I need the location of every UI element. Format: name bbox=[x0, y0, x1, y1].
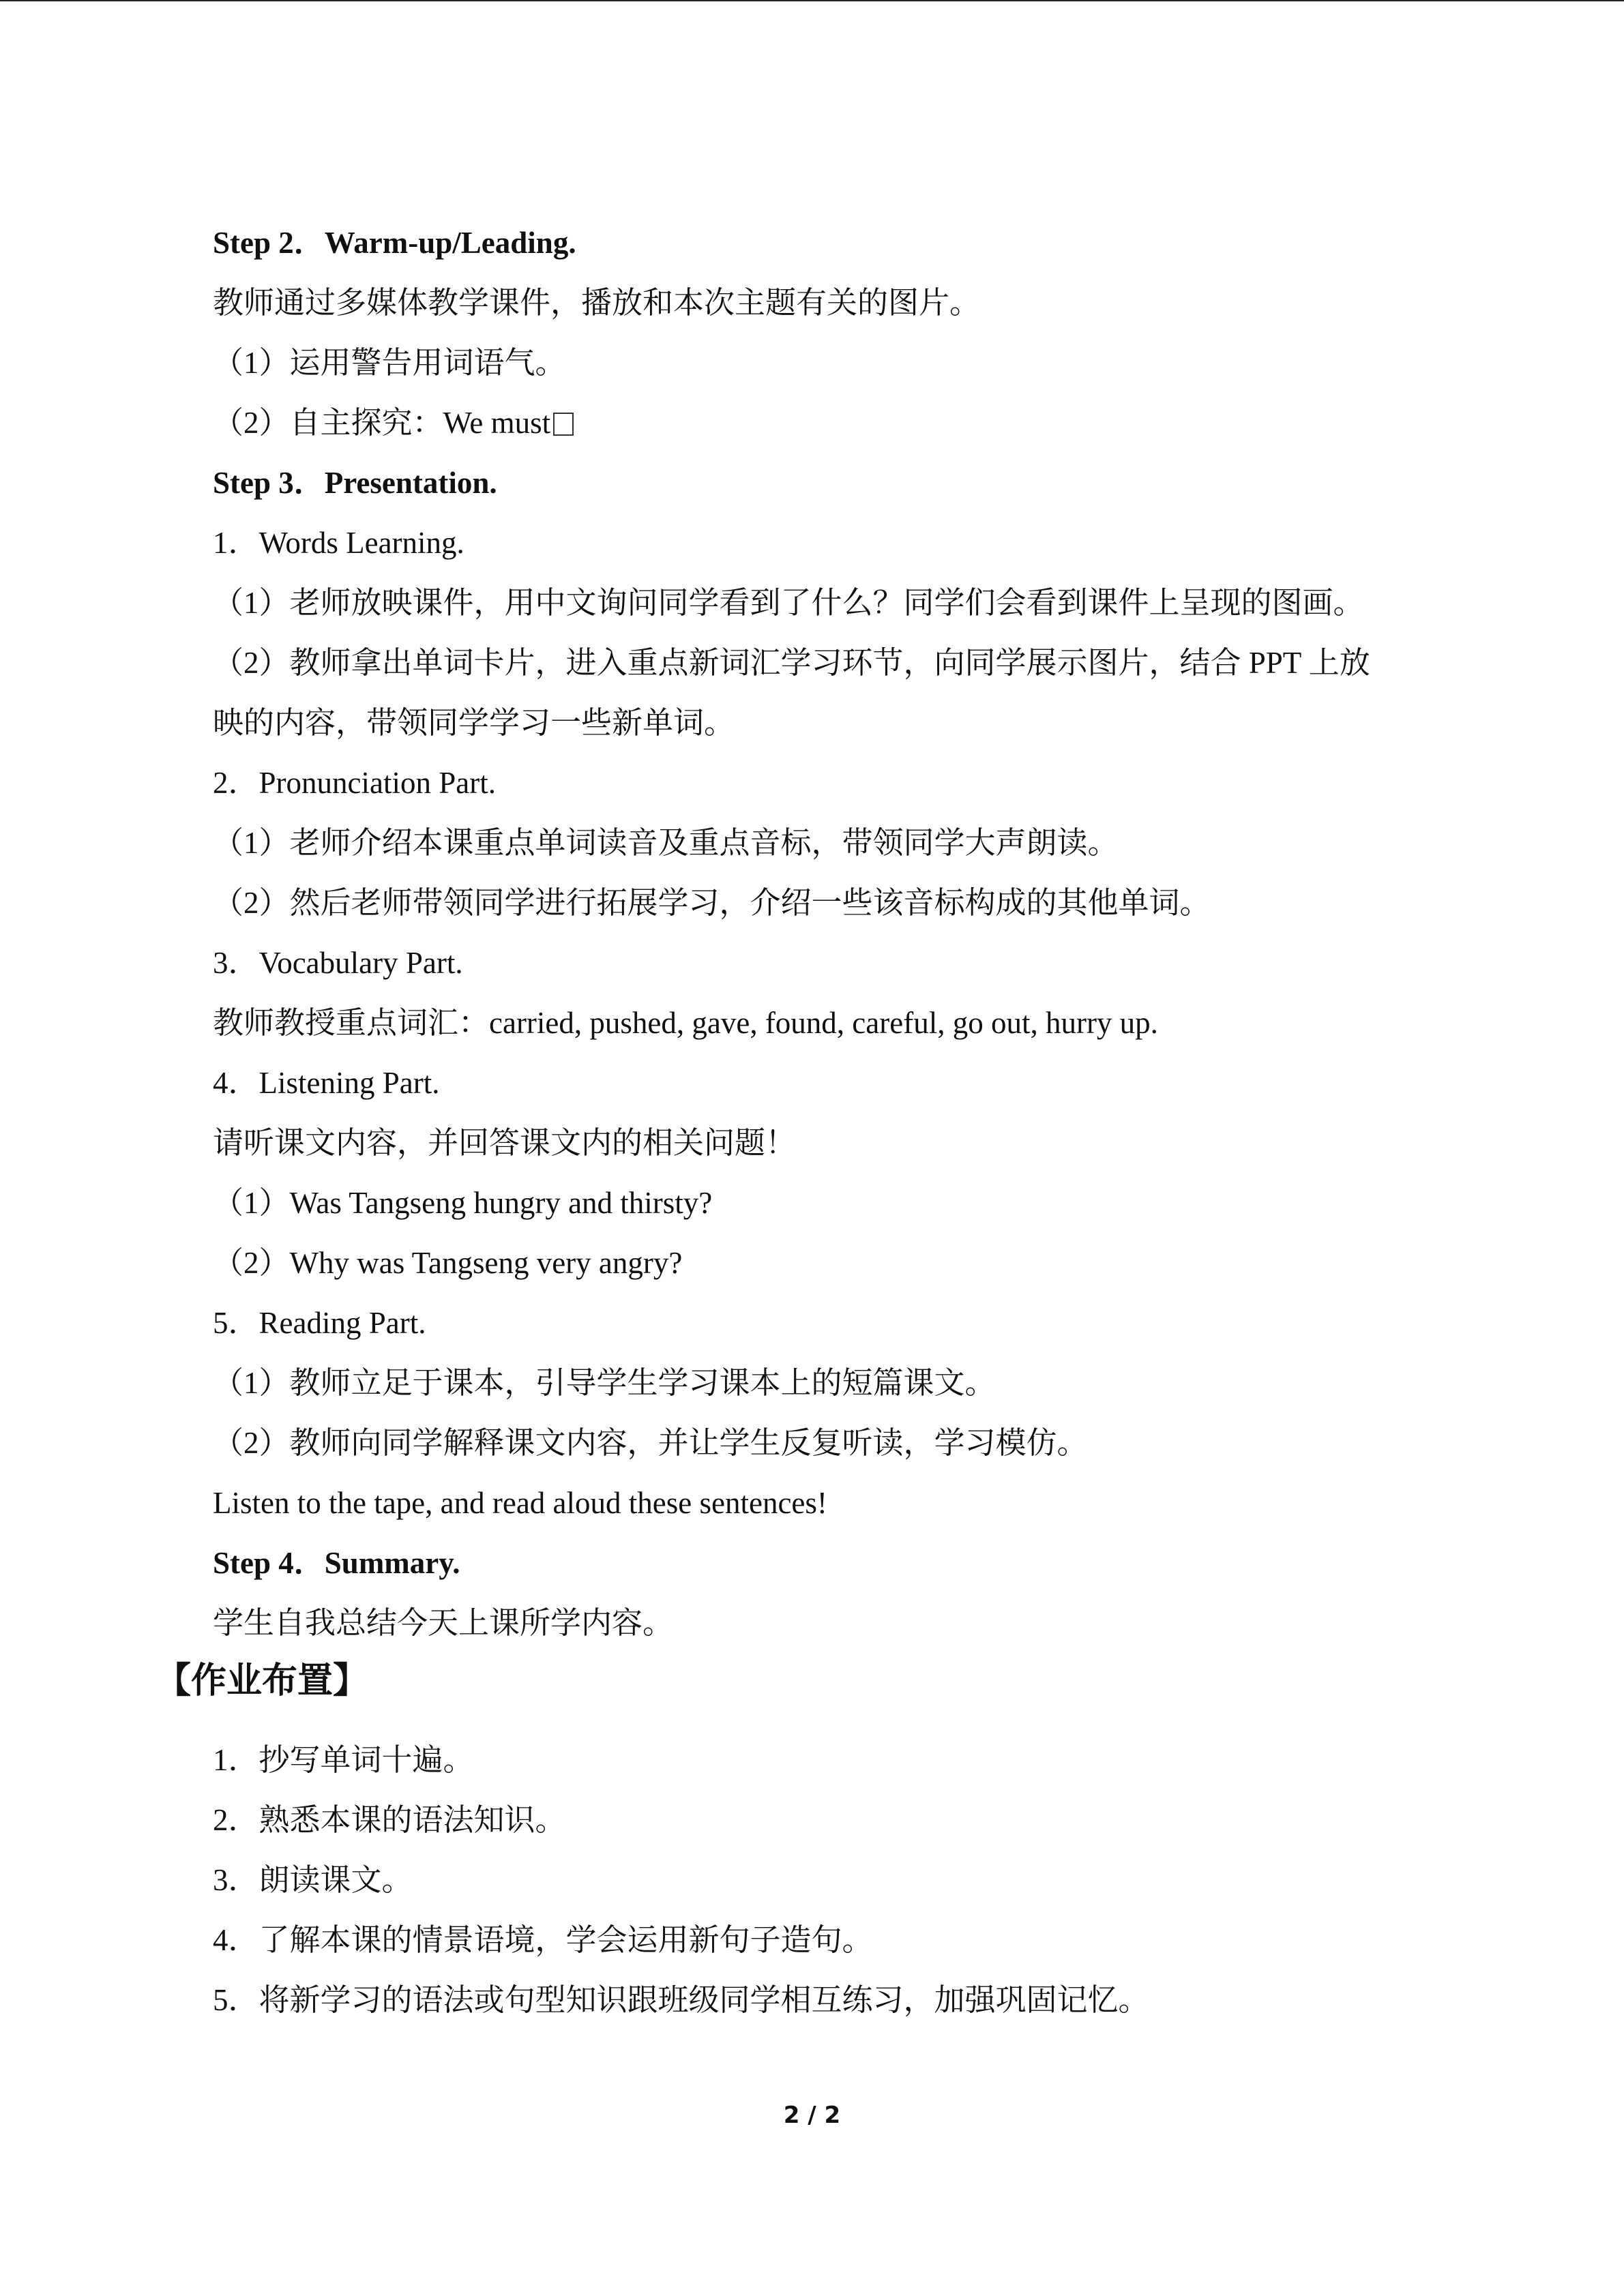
paragraph: （1）Was Tangseng hungry and thirsty? bbox=[213, 1186, 713, 1220]
subsection-heading: 5．Reading Part. bbox=[213, 1306, 426, 1340]
homework-item: 4．了解本课的情景语境，学会运用新句子造句。 bbox=[213, 1923, 873, 1957]
paragraph: （1）运用警告用词语气。 bbox=[213, 346, 566, 380]
step-2-heading: Step 2．Warm-up/Leading. bbox=[213, 226, 576, 260]
paragraph: 请听课文内容，并回答课文内的相关问题！ bbox=[213, 1126, 797, 1160]
paragraph: （1）老师介绍本课重点单词读音及重点音标，带领同学大声朗读。 bbox=[213, 826, 1119, 860]
paragraph: Listen to the tape, and read aloud these sentences! bbox=[213, 1486, 827, 1520]
paragraph: （2）教师向同学解释课文内容，并让学生反复听读，学习模仿。 bbox=[213, 1426, 1088, 1460]
step-3-heading: Step 3．Presentation. bbox=[213, 466, 497, 500]
homework-item: 3．朗读课文。 bbox=[213, 1863, 413, 1897]
paragraph: 教师通过多媒体教学课件，播放和本次主题有关的图片。 bbox=[213, 286, 981, 320]
page-indicator: 2 / 2 bbox=[783, 2102, 841, 2129]
homework-item: 1．抄写单词十遍。 bbox=[213, 1743, 474, 1777]
paragraph: （2）然后老师带领同学进行拓展学习，介绍一些该音标构成的其他单词。 bbox=[213, 886, 1211, 920]
paragraph-text: （2）自主探究：We must bbox=[213, 406, 551, 440]
subsection-heading: 3．Vocabulary Part. bbox=[213, 946, 463, 980]
paragraph: （2）Why was Tangseng very angry? bbox=[213, 1246, 683, 1280]
homework-item: 2．熟悉本课的语法知识。 bbox=[213, 1803, 566, 1837]
subsection-heading: 1．Words Learning. bbox=[213, 526, 464, 560]
subsection-heading: 4．Listening Part. bbox=[213, 1066, 440, 1100]
empty-box-icon bbox=[553, 413, 574, 436]
subsection-heading: 2．Pronunciation Part. bbox=[213, 766, 496, 800]
homework-item: 5．将新学习的语法或句型知识跟班级同学相互练习，加强巩固记忆。 bbox=[213, 1983, 1149, 2017]
paragraph: 映的内容，带领同学学习一些新单词。 bbox=[213, 706, 735, 740]
paragraph: （2）教师拿出单词卡片，进入重点新词汇学习环节，向同学展示图片，结合 PPT 上放 bbox=[213, 646, 1370, 680]
lesson-steps bbox=[213, 213, 1454, 1653]
paragraph: 教师教授重点词汇：carried, pushed, gave, found, careful, go out, hurry up. bbox=[213, 1006, 1158, 1040]
homework-heading: 【作业布置】 bbox=[156, 1660, 369, 1701]
paragraph: 学生自我总结今天上课所学内容。 bbox=[213, 1606, 674, 1640]
paragraph: （1）老师放映课件，用中文询问同学看到了什么？同学们会看到课件上呈现的图画。 bbox=[213, 586, 1364, 620]
paragraph: （1）教师立足于课本，引导学生学习课本上的短篇课文。 bbox=[213, 1366, 996, 1400]
paragraph-with-box bbox=[213, 393, 1454, 453]
step-4-heading: Step 4．Summary. bbox=[213, 1546, 460, 1580]
homework-list bbox=[213, 1730, 1454, 2030]
